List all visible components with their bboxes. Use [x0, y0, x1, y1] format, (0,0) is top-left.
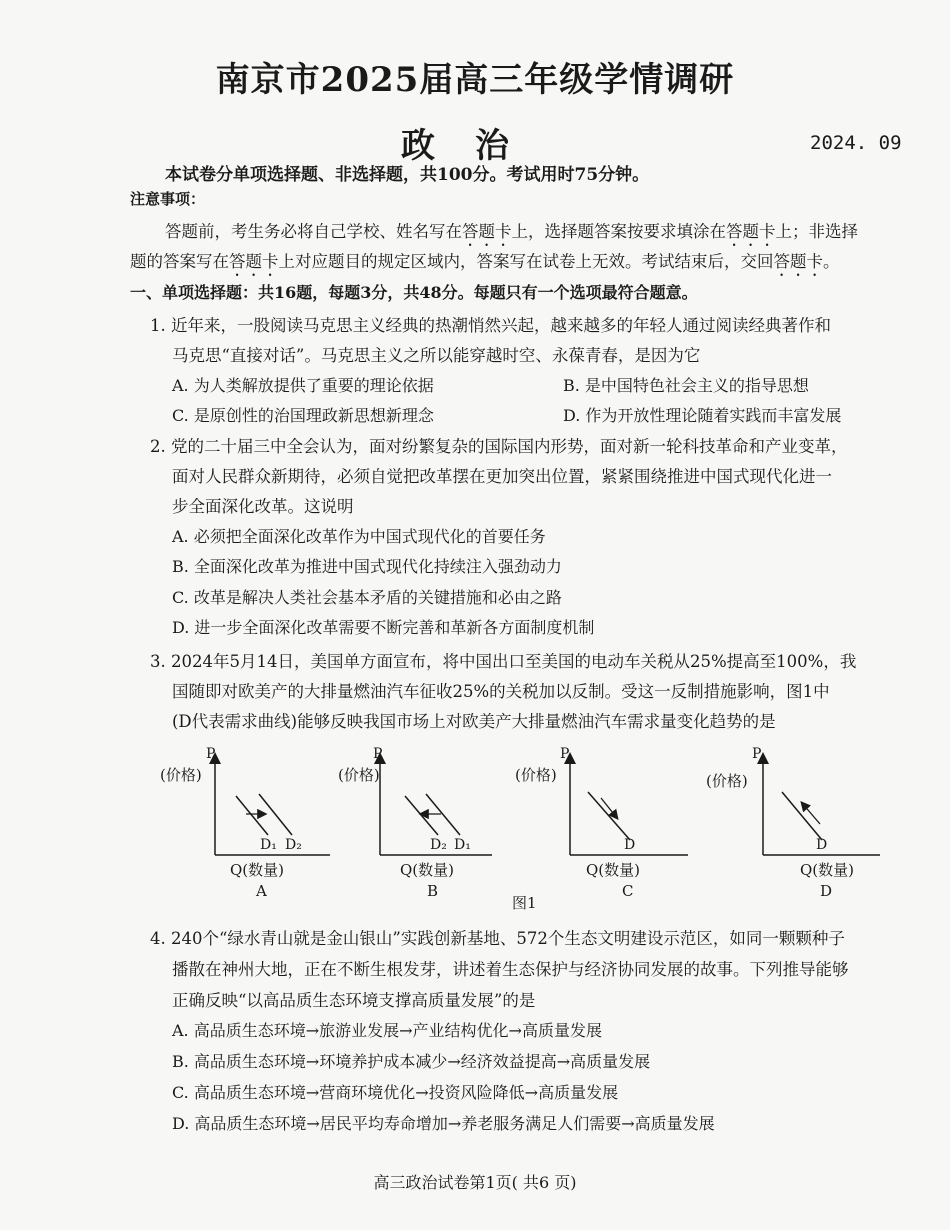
q3-stem-line1: 3. 2024年5月14日，美国单方面宣布，将中国出口至美国的电动车关税从25%提高至100%，我 — [150, 652, 857, 671]
q-axis-label: Q(数量) — [800, 861, 855, 879]
price-axis-label: (价格) — [160, 766, 202, 784]
figure-1 — [0, 740, 950, 920]
exam-date: 2024. 09 — [810, 132, 902, 154]
d1-label: D₁ — [260, 837, 277, 853]
movement-arrow — [802, 803, 820, 824]
notice-line-2: 题的答案写在答题卡上对应题目的规定区域内，答案写在试卷上无效。考试结束后，交回答题卡。 — [130, 252, 840, 271]
q1-stem-line2: 马克思“直接对话”。马克思主义之所以能穿越时空、永葆青春，是因为它 — [172, 346, 701, 365]
d-label: D — [816, 837, 828, 853]
notice-label: 注意事项： — [130, 190, 206, 208]
d2-label: D₂ — [285, 837, 302, 853]
q4-stem-line3: 正确反映“以高品质生态环境支撑高质量发展”的是 — [172, 991, 536, 1010]
q-axis-label: Q(数量) — [400, 861, 455, 879]
d1-label: D₁ — [454, 837, 471, 853]
d-label: D — [624, 837, 636, 853]
p-axis-label: P — [560, 746, 570, 762]
panel-label-d: D — [820, 882, 833, 900]
q-axis-label: Q(数量) — [230, 861, 285, 879]
page-footer: 高三政治试卷第1页( 共6 页) — [373, 1173, 577, 1192]
section-heading: 一、单项选择题：共16题，每题3分，共48分。每题只有一个选项最符合题意。 — [130, 283, 698, 302]
demand-curve-d — [588, 792, 630, 840]
q2-stem-line2: 面对人民群众新期待，必须自觉把改革摆在更加突出位置，紧紧围绕推进中国式现代化进一 — [172, 467, 832, 486]
subject-title: 政治 — [401, 126, 549, 166]
exam-title: 南京市2025届高三年级学情调研 — [215, 60, 735, 100]
demand-curve-d — [782, 792, 822, 840]
q2-option-b: B. 全面深化改革为推进中国式现代化持续注入强劲动力 — [172, 557, 562, 576]
q1-option-a: A. 为人类解放提供了重要的理论依据 — [172, 376, 434, 395]
panel-label-c: C — [622, 882, 634, 900]
q-axis-label: Q(数量) — [586, 861, 641, 879]
q1-option-c: C. 是原创性的治国理政新思想新理念 — [172, 406, 434, 425]
q2-option-c: C. 改革是解决人类社会基本矛盾的关键措施和必由之路 — [172, 588, 562, 607]
q3-stem-line2: 国随即对欧美产的大排量燃油汽车征收25%的关税加以反制。受这一反制措施影响，图1中 — [172, 682, 830, 701]
q1-option-b: B. 是中国特色社会主义的指导思想 — [563, 376, 809, 395]
graph-d — [706, 746, 880, 900]
figure-caption: 图1 — [512, 894, 537, 912]
panel-label-a: A — [256, 882, 267, 900]
q4-option-a: A. 高品质生态环境→旅游业发展→产业结构优化→高质量发展 — [172, 1021, 602, 1040]
q2-stem-line3: 步全面深化改革。这说明 — [172, 497, 354, 516]
q1-option-d: D. 作为开放性理论随着实践而丰富发展 — [563, 406, 842, 425]
price-axis-label: (价格) — [338, 766, 380, 784]
q2-stem-line1: 2. 党的二十届三中全会认为，面对纷繁复杂的国际国内形势，面对新一轮科技革命和产业变革， — [150, 437, 848, 456]
q4-option-b: B. 高品质生态环境→环境养护成本减少→经济效益提高→高质量发展 — [172, 1052, 651, 1071]
panel-label-b: B — [427, 882, 439, 900]
q4-stem-line2: 播散在神州大地，正在不断生根发芽，讲述着生态保护与经济协同发展的故事。下列推导能够 — [172, 960, 849, 979]
graph-a — [160, 746, 330, 900]
graph-c — [515, 746, 688, 900]
q2-option-a: A. 必须把全面深化改革作为中国式现代化的首要任务 — [172, 527, 546, 546]
q4-option-c: C. 高品质生态环境→营商环境优化→投资风险降低→高质量发展 — [172, 1083, 619, 1102]
exam-summary: 本试卷分单项选择题、非选择题，共100分。考试用时75分钟。 — [165, 165, 650, 185]
price-axis-label: (价格) — [515, 766, 557, 784]
q4-option-d: D. 高品质生态环境→居民平均寿命增加→养老服务满足人们需要→高质量发展 — [172, 1114, 715, 1133]
p-axis-label: P — [206, 746, 216, 762]
p-axis-label: P — [752, 746, 762, 762]
price-axis-label: (价格) — [706, 772, 748, 790]
q2-option-d: D. 进一步全面深化改革需要不断完善和革新各方面制度机制 — [172, 618, 595, 637]
demand-curve-d1 — [236, 796, 268, 835]
q3-stem-line3: (D代表需求曲线)能够反映我国市场上对欧美产大排量燃油汽车需求量变化趋势的是 — [172, 712, 776, 731]
d2-label: D₂ — [430, 837, 447, 853]
p-axis-label: P — [373, 746, 383, 762]
notice-line-1: 答题前，考生务必将自己学校、姓名写在答题卡上，选择题答案按要求填涂在答题卡上；非选择 — [165, 222, 858, 241]
q4-stem-line1: 4. 240个“绿水青山就是金山银山”实践创新基地、572个生态文明建设示范区，如同一颗颗种子 — [150, 929, 845, 948]
q1-stem-line1: 1. 近年来，一股阅读马克思主义经典的热潮悄然兴起，越来越多的年轻人通过阅读经典著作和 — [150, 316, 831, 335]
graph-b — [338, 746, 492, 900]
